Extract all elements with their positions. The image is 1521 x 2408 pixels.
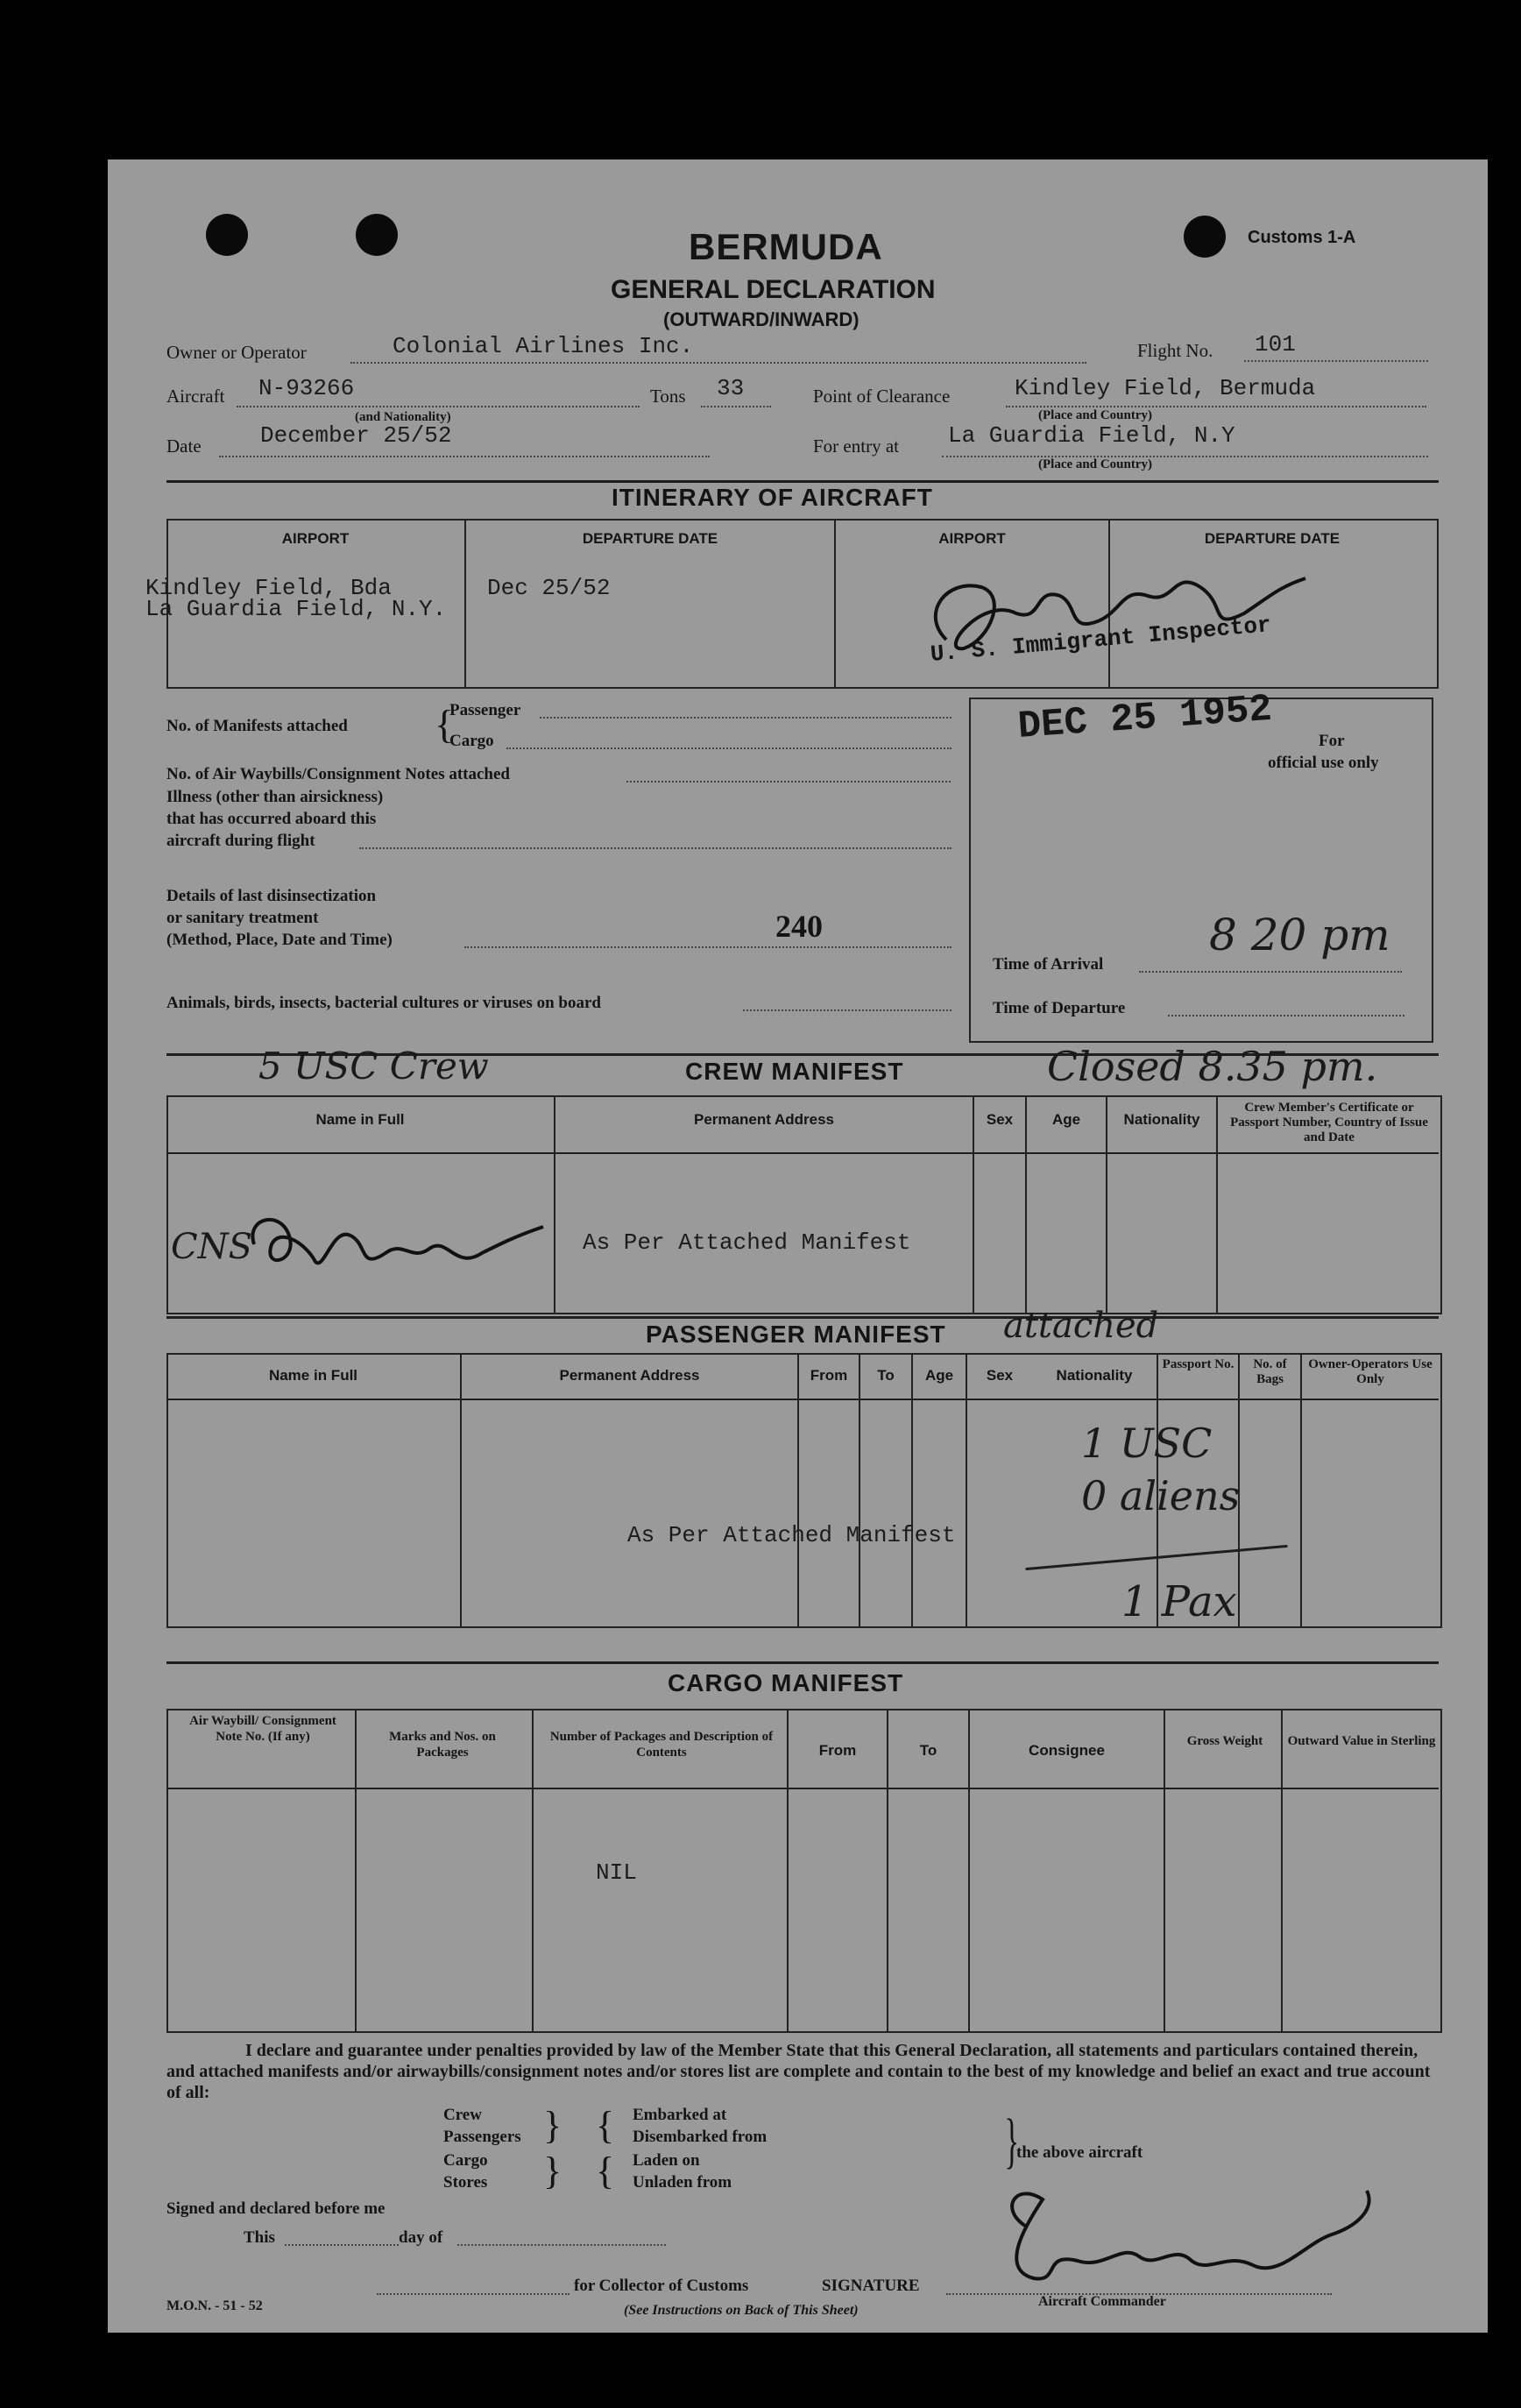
disinsect-label: or sanitary treatment <box>166 909 319 927</box>
month-line <box>457 2244 666 2246</box>
itinerary-airport: La Guardia Field, N.Y. <box>145 596 447 622</box>
collector-line <box>377 2293 569 2295</box>
aircraft-line <box>237 406 640 407</box>
inspector-stamp: U. S. Immigrant Inspector <box>929 612 1272 668</box>
passenger-note: 1 Pax <box>1121 1577 1237 1626</box>
flight-line <box>1244 360 1428 362</box>
crew-entry: As Per Attached Manifest <box>583 1229 911 1256</box>
passenger-note: 1 USC <box>1081 1420 1213 1467</box>
passenger-header: Passport No. <box>1162 1357 1234 1371</box>
brace: } <box>543 2149 562 2192</box>
aircraft-label: Aircraft <box>166 386 225 407</box>
crew-note: 5 USC Crew <box>258 1045 489 1087</box>
day-line <box>285 2244 399 2246</box>
passenger-header: Permanent Address <box>559 1367 700 1384</box>
departure-label: Time of Departure <box>993 999 1126 1017</box>
passenger-line <box>540 717 952 719</box>
form-subtitle: GENERAL DECLARATION <box>611 275 936 304</box>
clearance-line <box>1006 406 1426 407</box>
entry-line <box>942 456 1428 457</box>
itinerary-header: DEPARTURE DATE <box>1204 530 1341 547</box>
aircraft-value: N-93266 <box>258 375 355 401</box>
passenger-header: To <box>877 1367 895 1384</box>
passenger-label: Passenger <box>449 701 521 719</box>
decl-unladen: Unladen from <box>633 2173 732 2192</box>
crew-header: Permanent Address <box>694 1111 834 1128</box>
cargo-header: Air Waybill/ Consignment Note No. (If any) <box>189 1714 336 1744</box>
decl-crew: Crew <box>443 2106 482 2124</box>
place-country-note: (Place and Country) <box>1038 408 1152 422</box>
form-number: M.O.N. - 51 - 52 <box>166 2298 263 2313</box>
col-divider <box>355 1709 357 2031</box>
itinerary-airport: Kindley Field, Bda <box>145 575 392 601</box>
illness-label: aircraft during flight <box>166 832 315 850</box>
passenger-title: PASSENGER MANIFEST <box>646 1321 946 1348</box>
cargo-header: Number of Packages and Description of Contents <box>549 1730 774 1760</box>
itinerary-date: Dec 25/52 <box>487 575 611 601</box>
aircraft-note: (and Nationality) <box>355 410 451 424</box>
animals-label: Animals, birds, insects, bacterial cultures or viruses on board <box>166 994 601 1012</box>
disinsect-value: 240 <box>775 909 823 944</box>
official-use-only: official use only <box>1268 754 1379 772</box>
passenger-header: From <box>810 1367 848 1384</box>
waybills-line <box>626 781 951 783</box>
owner-line <box>350 362 1086 364</box>
tons-label: Tons <box>650 386 686 407</box>
cargo-header: Marks and Nos. on Packages <box>389 1730 496 1760</box>
col-divider <box>1281 1709 1283 2031</box>
decl-signature: SIGNATURE <box>822 2277 920 2295</box>
decl-signed: Signed and declared before me <box>166 2199 386 2218</box>
decl-commander: Aircraft Commander <box>1038 2294 1166 2309</box>
crew-header: Name in Full <box>315 1111 405 1128</box>
col-divider <box>460 1353 462 1626</box>
direction-label: (OUTWARD/INWARD) <box>663 308 860 330</box>
place-country-note: (Place and Country) <box>1038 457 1152 471</box>
tons-line <box>701 406 771 407</box>
col-divider <box>1164 1709 1165 2031</box>
owner-value: Colonial Airlines Inc. <box>393 333 694 359</box>
passenger-table <box>166 1353 1442 1628</box>
brace: } <box>1004 2107 1020 2175</box>
col-divider <box>532 1709 534 2031</box>
cargo-line <box>506 747 952 749</box>
rule <box>166 1152 1439 1154</box>
flight-label: Flight No. <box>1137 340 1213 361</box>
cargo-header: Outward Value in Sterling <box>1287 1734 1436 1748</box>
decl-this: This <box>244 2228 275 2247</box>
brace: { <box>596 2104 615 2147</box>
clearance-value: Kindley Field, Bermuda <box>1015 375 1316 401</box>
decl-stores: Stores <box>443 2173 488 2192</box>
closed-note: Closed 8.35 pm. <box>1047 1043 1378 1090</box>
passenger-header: Age <box>924 1367 954 1384</box>
decl-above: the above aircraft <box>1016 2143 1143 2162</box>
commander-signature <box>964 2173 1411 2305</box>
crew-title: CREW MANIFEST <box>685 1058 904 1085</box>
col-divider <box>1300 1353 1302 1626</box>
passenger-header: Name in Full <box>268 1367 358 1384</box>
decl-passengers: Passengers <box>443 2128 521 2146</box>
itinerary-title: ITINERARY OF AIRCRAFT <box>612 484 933 511</box>
waybills-label: No. of Air Waybills/Consignment Notes attached <box>166 765 510 783</box>
date-line <box>219 456 710 457</box>
official-use-box <box>969 698 1433 1043</box>
cargo-label: Cargo <box>449 732 494 750</box>
disinsect-label: Details of last disinsectization <box>166 887 377 905</box>
declaration-text: I declare and guarantee under penalties provided by law of the Member State that this General Declaration, all statements and particulars contained therein, and attached manifests and/or airwaybills/consignment notes and/or stores list are complete and contain to the best of my knowledge and belief an exact and true account of all: <box>166 2041 1431 2102</box>
itinerary-header: DEPARTURE DATE <box>582 530 718 547</box>
decl-embarked: Embarked at <box>633 2106 727 2124</box>
cargo-title: CARGO MANIFEST <box>668 1669 904 1696</box>
cargo-header: Gross Weight <box>1186 1734 1263 1748</box>
crew-header: Age <box>1051 1111 1081 1128</box>
crew-signature <box>237 1192 552 1288</box>
crew-header: Nationality <box>1123 1111 1200 1128</box>
official-for: For <box>1319 732 1345 750</box>
passenger-entry: As Per Attached Manifest <box>627 1522 956 1548</box>
brace: { <box>435 702 455 747</box>
date-stamp: DEC 25 1952 <box>1016 687 1274 749</box>
decl-day-of: day of <box>399 2228 443 2247</box>
rule <box>166 1661 1439 1664</box>
rule <box>166 1316 1439 1319</box>
disinsect-line <box>464 946 952 948</box>
passenger-header: Nationality <box>1056 1367 1133 1384</box>
itinerary-header: AIRPORT <box>281 530 350 547</box>
itinerary-header: AIRPORT <box>938 530 1006 547</box>
col-divider <box>911 1353 913 1626</box>
passenger-header: No. of Bags <box>1253 1357 1287 1386</box>
arrival-line <box>1139 971 1402 973</box>
cargo-entry: NIL <box>596 1859 637 1886</box>
col-divider <box>859 1353 860 1626</box>
form-title: BERMUDA <box>689 226 883 267</box>
passenger-header: Owner-Operators Use Only <box>1308 1357 1433 1386</box>
passenger-note: 0 aliens <box>1081 1472 1241 1519</box>
customs-form-number: Customs 1-A <box>1248 228 1356 247</box>
col-divider <box>797 1353 799 1626</box>
flight-value: 101 <box>1255 331 1296 358</box>
punch-hole <box>1184 216 1226 258</box>
crew-header: Sex <box>986 1111 1014 1128</box>
animals-line <box>743 1009 952 1011</box>
illness-label: Illness (other than airsickness) <box>166 788 384 806</box>
rule <box>166 1399 1439 1400</box>
departure-line <box>1168 1015 1404 1016</box>
manifests-label: No. of Manifests attached <box>166 717 348 735</box>
date-label: Date <box>166 436 202 457</box>
brace: { <box>596 2149 615 2192</box>
attached-note: attached <box>1003 1306 1159 1346</box>
decl-disembarked: Disembarked from <box>633 2128 768 2146</box>
clearance-label: Point of Clearance <box>813 386 951 407</box>
decl-laden: Laden on <box>633 2151 700 2170</box>
disinsect-label: (Method, Place, Date and Time) <box>166 931 393 949</box>
rule <box>166 480 1439 483</box>
passenger-header: Sex <box>986 1367 1014 1384</box>
decl-cargo: Cargo <box>443 2151 488 2170</box>
cargo-header: To <box>919 1742 937 1759</box>
punch-hole <box>206 214 248 256</box>
entry-value: La Guardia Field, N.Y <box>948 422 1235 449</box>
crew-header: Crew Member's Certificate or Passport Number, Country of Issue and Date <box>1230 1101 1428 1144</box>
arrival-value: 8 20 pm <box>1209 910 1390 960</box>
illness-label: that has occurred aboard this <box>166 810 377 828</box>
brace: } <box>543 2104 562 2147</box>
date-value: December 25/52 <box>260 422 452 449</box>
cargo-header: From <box>818 1742 857 1759</box>
entry-label: For entry at <box>813 436 899 457</box>
crew-cns: CNS <box>171 1227 253 1267</box>
rule <box>166 1788 1439 1789</box>
col-divider <box>966 1353 967 1626</box>
instructions-note: (See Instructions on Back of This Sheet) <box>624 2303 859 2318</box>
tons-value: 33 <box>717 375 745 401</box>
cargo-header: Consignee <box>1029 1742 1105 1759</box>
decl-collector: for Collector of Customs <box>574 2277 749 2295</box>
col-divider <box>1216 1095 1218 1313</box>
arrival-label: Time of Arrival <box>993 955 1104 974</box>
owner-label: Owner or Operator <box>166 342 307 363</box>
punch-hole <box>356 214 398 256</box>
illness-line <box>359 847 952 849</box>
